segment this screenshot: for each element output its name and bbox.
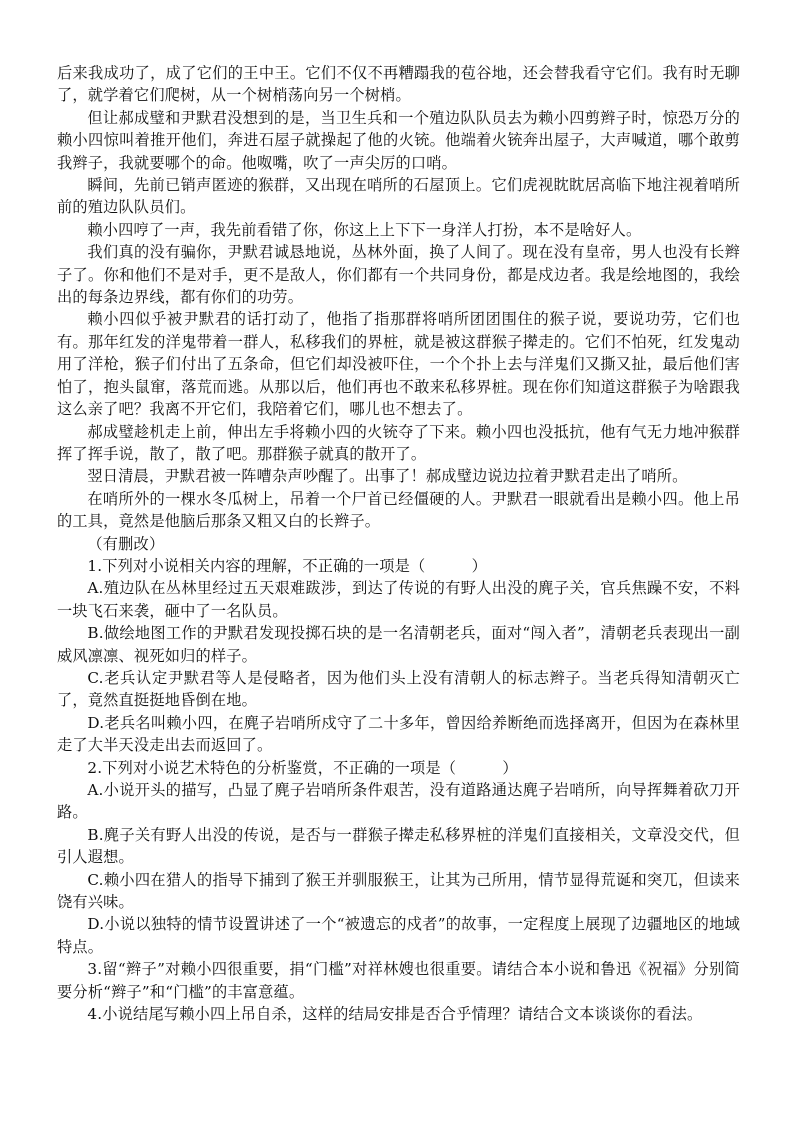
paragraph: 翌日清晨，尹默君被一阵嘈杂声吵醒了。出事了！郝成璧边说边拉着尹默君走出了哨所。 (87, 467, 688, 486)
source-note: （有删改） (87, 534, 165, 553)
paragraph: 赖小四哼了一声，我先前看错了你，你这上上下下一身洋人打扮，本不是啥好人。 (87, 220, 642, 239)
paragraph: 瞬间，先前已销声匿迹的猴群，又出现在哨所的石屋顶上。它们虎视眈眈居高临下地注视着哨所前的殖边队队员们。 (57, 176, 740, 217)
question-2-option-d: D.小说以独特的情节设置讲述了一个“被遗忘的戍者”的故事，一定程度上展现了边疆地区的地域特点。 (57, 915, 740, 956)
question-2-option-a: A.小说开头的描写，凸显了麂子岩哨所条件艰苦，没有道路通达麂子岩哨所，向导挥舞着砍刀开路。 (57, 781, 740, 822)
question-1-option-c: C.老兵认定尹默君等人是侵略者，因为他们头上没有清朝人的标志辫子。当老兵得知清朝灭亡了，竟然直挺挺地昏倒在地。 (57, 668, 740, 710)
question-3: 3.留“辫子”对赖小四很重要，捐“门槛”对祥林嫂也很重要。请结合本小说和鲁迅《祝福》分别简要分析“辫子”和“门槛”的丰富意蕴。 (57, 960, 740, 1001)
paragraph: 后来我成功了，成了它们的王中王。它们不仅不再糟蹋我的苞谷地，还会替我看守它们。我有时无聊了，就学着它们爬树，从一个树梢荡向另一个树梢。 (57, 64, 740, 105)
paragraph: 我们真的没有骗你，尹默君诚恳地说，丛林外面，换了人间了。现在没有皇帝，男人也没有长辫子了。你和他们不是对手，更不是敌人，你们都有一个共同身份，都是戍边者。我是绘地图的，我绘出的每条边界线，都有你们的功劳。 (57, 243, 740, 307)
question-1-option-a: A.殖边队在丛林里经过五天艰难跋涉，到达了传说的有野人出没的麂子关，官兵焦躁不安，不料一块飞石来袭，砸中了一名队员。 (57, 579, 740, 620)
document-body (57, 62, 740, 1025)
paragraph: 但让郝成璧和尹默君没想到的是，当卫生兵和一个殖边队队员去为赖小四剪辫子时，惊恐万分的赖小四惊叫着推开他们，奔进石屋子就操起了他的火铳。他端着火铳奔出屋子，大声喊道，哪个敢剪我辫子，我就要哪个的命。他呶嘴，吹了一声尖厉的口哨。 (57, 108, 740, 172)
question-1: 1.下列对小说相关内容的理解，不正确的一项是（ ） (87, 556, 487, 575)
question-1-option-d: D.老兵名叫赖小四，在麂子岩哨所戍守了二十多年，曾因给养断绝而选择离开，但因为在森林里走了大半天没走出去而返回了。 (57, 713, 740, 755)
question-1-option-b: B.做绘地图工作的尹默君发现投掷石块的是一名清朝老兵，面对“闯入者”，清朝老兵表现出一副威风凛凛、视死如归的样子。 (57, 624, 740, 665)
paragraph: 郝成璧趁机走上前，伸出左手将赖小四的火铳夺了下来。赖小四也没抵抗，他有气无力地冲猴群挥了挥手说，散了，散了吧。那群猴子就真的散开了。 (57, 422, 740, 463)
question-2-option-c: C.赖小四在猎人的指导下捕到了猴王并驯服猴王，让其为己所用，情节显得荒诞和突兀，但读来饶有兴味。 (57, 870, 740, 912)
question-2-option-b: B.麂子关有野人出没的传说，是否与一群猴子撵走私移界桩的洋鬼们直接相关，文章没交代，但引人遐想。 (57, 825, 740, 867)
paragraph: 在哨所外的一棵水冬瓜树上，吊着一个尸首已经僵硬的人。尹默君一眼就看出是赖小四。他上吊的工具，竟然是他脑后那条又粗又白的长辫子。 (57, 489, 740, 531)
paragraph: 赖小四似乎被尹默君的话打动了，他指了指那群将哨所团团围住的猴子说，要说功劳，它们也有。那年红发的洋鬼带着一群人，私移我们的界桩，就是被这群猴子撵走的。它们不怕死，红发鬼动用了洋枪，猴子们付出了五条命，但它们却没被吓住，一个个扑上去与洋鬼们又撕又扯，最后他们害怕了，抱头鼠窜，落荒而逃。从那以后，他们再也不敢来私移界桩。现在你们知道这群猴子为啥跟我这么亲了吧？我离不开它们，我陪着它们，哪儿也不想去了。 (57, 310, 740, 419)
question-4: 4.小说结尾写赖小四上吊自杀，这样的结局安排是否合乎情理？请结合文本谈谈你的看法。 (87, 1005, 703, 1024)
question-2: 2.下列对小说艺术特色的分析鉴赏，不正确的一项是（ ） (87, 758, 518, 777)
